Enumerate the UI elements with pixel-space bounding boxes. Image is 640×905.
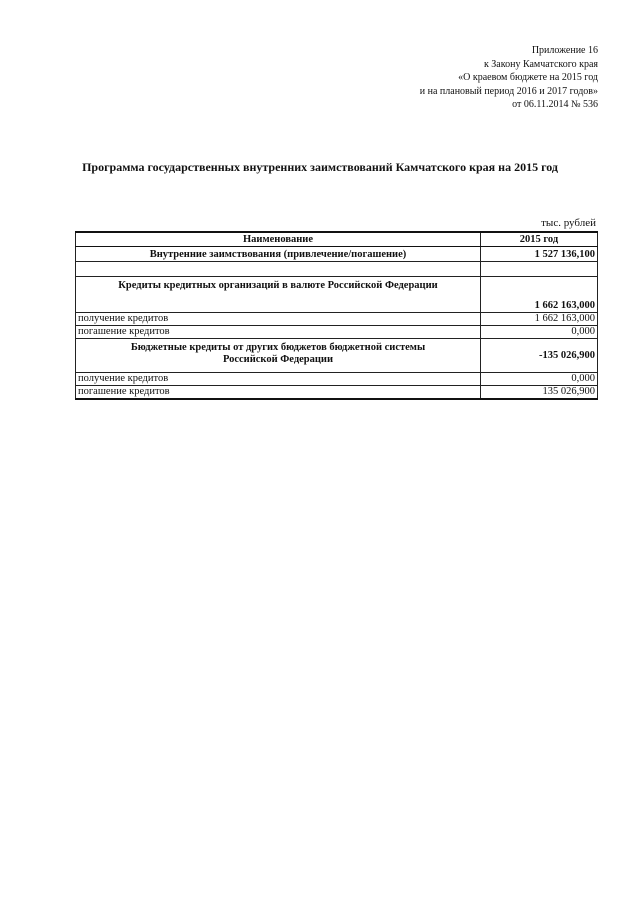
table-row: [76, 373, 598, 386]
section-row-budget-credits: [76, 339, 598, 373]
item-name: получение кредитов: [76, 373, 481, 386]
appendix-line: и на плановый период 2016 и 2017 годов»: [419, 85, 598, 97]
item-name: погашение кредитов: [76, 326, 481, 339]
section-name: [76, 339, 481, 373]
item-value: 135 026,900: [481, 386, 598, 400]
appendix-line: Приложение 16: [531, 45, 598, 56]
item-value: 0,000: [481, 373, 598, 386]
item-value: 0,000: [481, 326, 598, 339]
spacer-cell: [481, 262, 598, 277]
spacer-cell: [76, 262, 481, 277]
section-name-line: Российской Федерации: [222, 354, 334, 365]
table-row: [76, 326, 598, 339]
section-name: Кредиты кредитных организаций в валюте Российской Федерации: [76, 277, 481, 313]
column-header-name: Наименование: [76, 232, 481, 247]
appendix-line: «О краевом бюджете на 2015 год: [458, 72, 598, 83]
document-title: Программа государственных внутренних заимствований Камчатского края на 2015 год: [82, 160, 558, 174]
appendix-line: к Закону Камчатского края: [483, 58, 598, 70]
section-value: 1 662 163,000: [481, 277, 598, 313]
item-name: получение кредитов: [76, 313, 481, 326]
column-header-year: 2015 год: [481, 232, 598, 247]
item-name: погашение кредитов: [76, 386, 481, 400]
spacer-row: [76, 262, 598, 277]
total-name: Внутренние заимствования (привлечение/погашение): [76, 247, 481, 262]
item-value: 1 662 163,000: [481, 313, 598, 326]
table-header-row: [76, 232, 598, 247]
section-row-bank-credits: [76, 277, 598, 313]
table-row: [76, 313, 598, 326]
section-value: -135 026,900: [481, 339, 598, 373]
section-name-line: Бюджетные кредиты от других бюджетов бюджетной системы: [130, 342, 426, 353]
appendix-header: [420, 44, 598, 112]
total-row: [76, 247, 598, 262]
borrowing-table: [75, 231, 598, 400]
units-label: тыс. рублей: [541, 217, 596, 229]
appendix-line: от 06.11.2014 № 536: [512, 99, 598, 110]
total-value: 1 527 136,100: [481, 247, 598, 262]
table-row: [76, 386, 598, 400]
